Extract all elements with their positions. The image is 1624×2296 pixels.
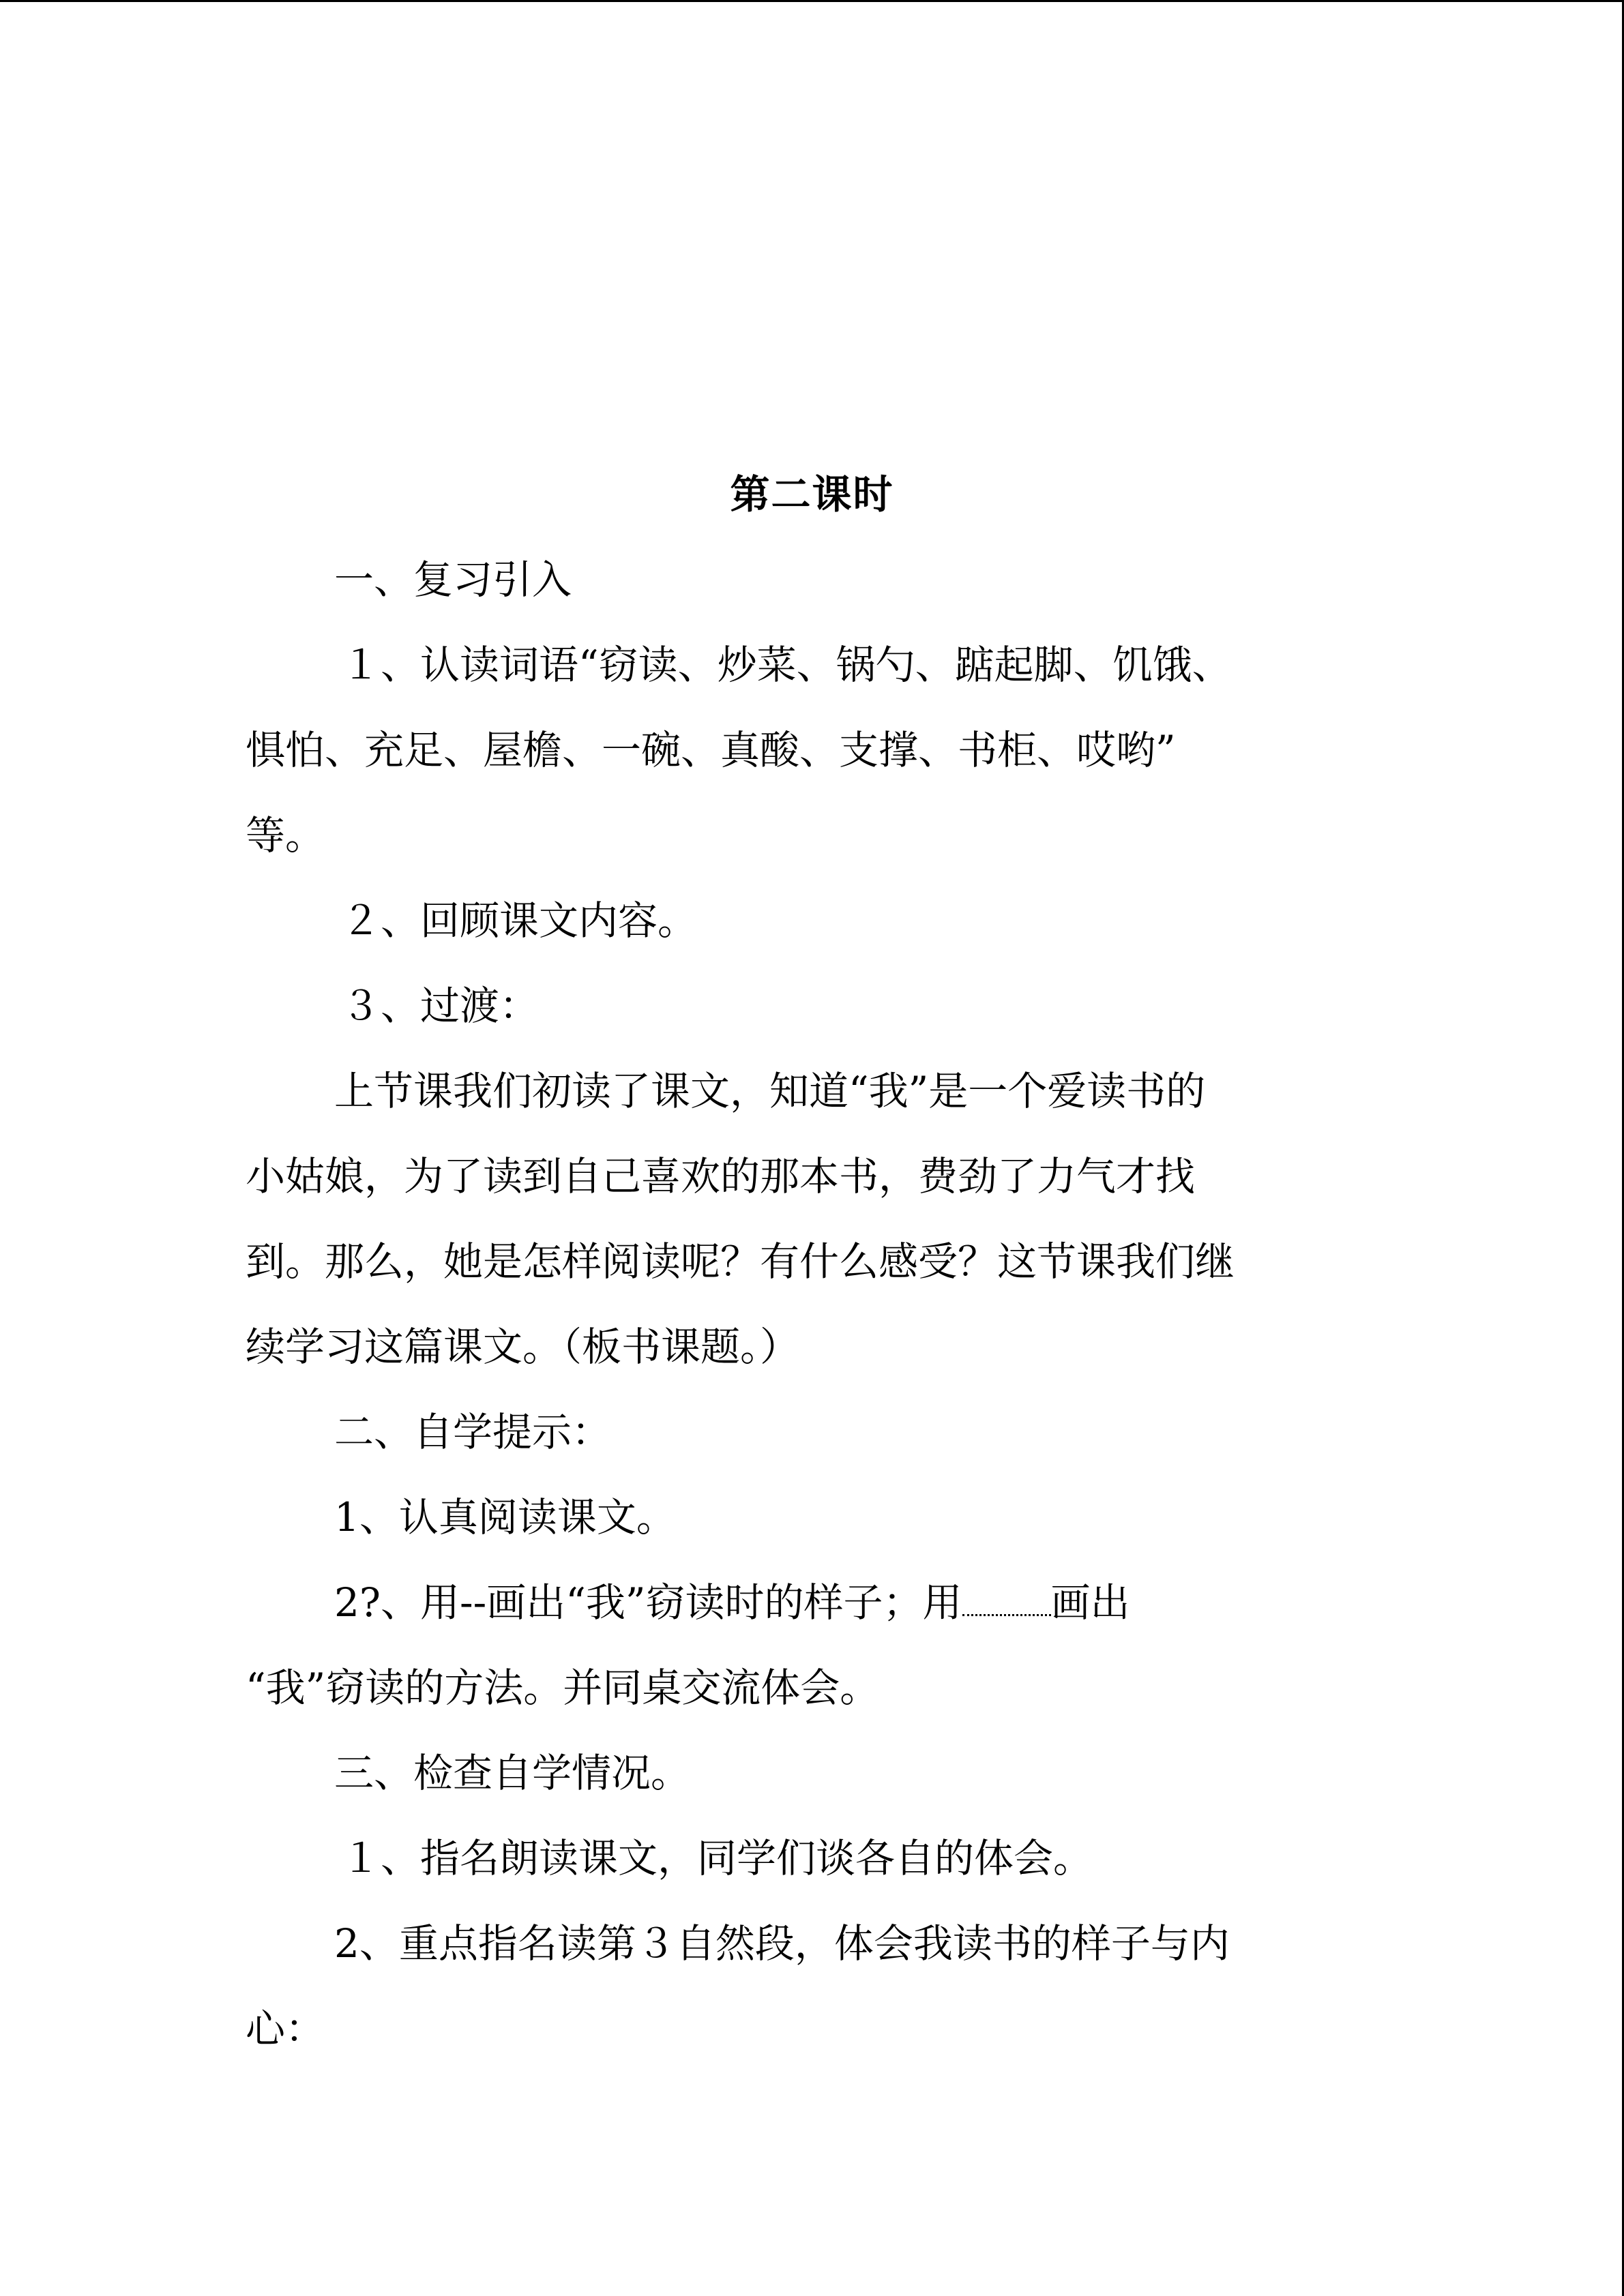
paragraph-line: １、指名朗读课文，同学们谈各自的体会。 — [341, 1835, 1093, 1881]
paragraph-line: 1、认真阅读课文。 — [334, 1494, 676, 1540]
paragraph-line: “我”窃读的方法。并同桌交流体会。 — [246, 1665, 880, 1711]
section-heading-self-study: 二、自学提示： — [334, 1409, 612, 1455]
paragraph-text: 2?、用--画出“我”窃读时的样子；用 — [334, 1579, 962, 1626]
paragraph-line: １、认读词语“窃读、炒菜、锅勺、踮起脚、饥饿、 — [341, 642, 1232, 688]
underline-blank-mark — [962, 1587, 1051, 1616]
paragraph-line: 续学习这篇课文。（板书课题。） — [246, 1324, 800, 1370]
paragraph-line: ３、过渡： — [341, 983, 540, 1029]
paragraph-line: 等。 — [246, 812, 325, 859]
paragraph-text: 画出 — [1050, 1579, 1130, 1626]
paragraph-line: 惧怕、充足、屋檐、一碗、真酸、支撑、书柜、哎哟” — [246, 727, 1176, 773]
paragraph-line: 心： — [246, 2006, 325, 2052]
section-heading-review: 一、复习引入 — [334, 556, 572, 603]
paragraph-line: 上节课我们初读了课文，知道“我”是一个爱读书的 — [334, 1068, 1206, 1114]
paragraph-line-with-blank — [334, 1572, 1130, 1633]
paragraph-line: 小姑娘，为了读到自己喜欢的那本书，费劲了力气才找 — [246, 1153, 1196, 1199]
section-heading-check: 三、检查自学情况。 — [334, 1750, 691, 1796]
top-border-line — [0, 0, 1624, 2]
page-title: 第二课时 — [730, 471, 894, 518]
paragraph-line: 到。那么，她是怎样阅读呢？有什么感受？这节课我们继 — [246, 1238, 1235, 1285]
paragraph-line: 2、重点指名读第３自然段，体会我读书的样子与内 — [334, 1920, 1230, 1967]
paragraph-line: ２、回顾课文内容。 — [341, 897, 698, 944]
